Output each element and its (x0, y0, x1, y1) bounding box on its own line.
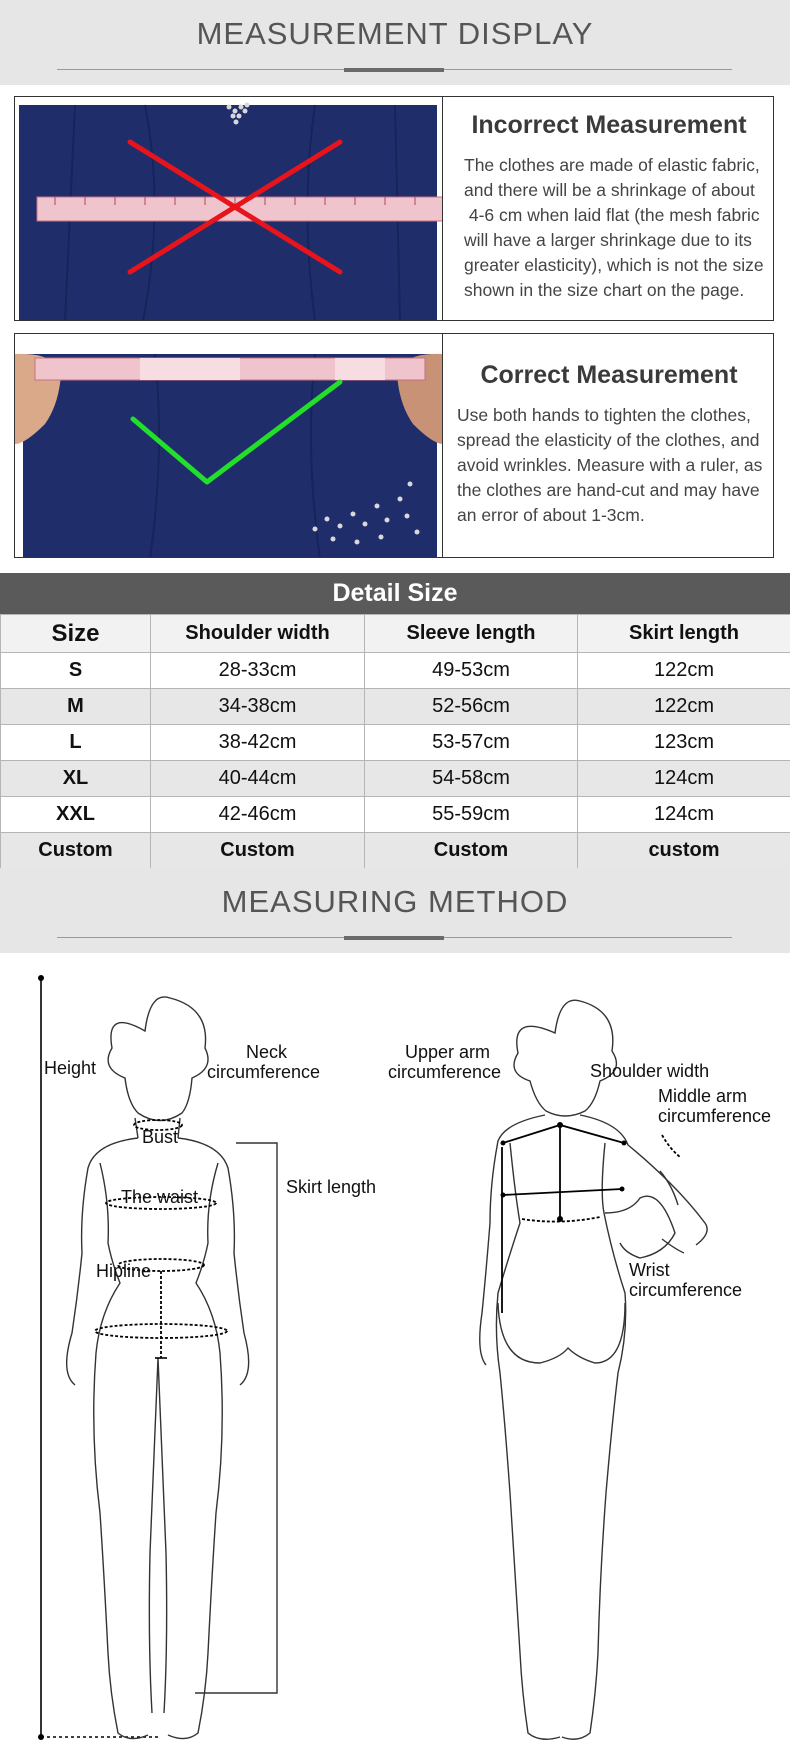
table-cell: 55-59cm (365, 797, 578, 833)
table-cell: 49-53cm (365, 653, 578, 689)
middle-arm-label-line2: circumference (658, 1106, 772, 1126)
table-cell: 34-38cm (151, 689, 365, 725)
incorrect-line: shown in the size chart on the page. (464, 280, 745, 300)
table-cell: 52-56cm (365, 689, 578, 725)
table-cell: 40-44cm (151, 761, 365, 797)
table-cell: 124cm (578, 797, 790, 833)
skirt-length-label: Skirt length (286, 1177, 377, 1197)
table-row (1, 725, 790, 761)
incorrect-line: greater elasticity), which is not the size (464, 255, 764, 275)
table-row (1, 797, 790, 833)
table-header-row (1, 615, 790, 653)
table-row (1, 689, 790, 725)
correct-line: avoid wrinkles. Measure with a ruler, as (457, 455, 763, 475)
banner-accent (344, 68, 444, 72)
incorrect-line: The clothes are made of elastic fabric, (464, 155, 760, 175)
table-cell: 123cm (578, 725, 790, 761)
height-ruler (41, 978, 160, 1737)
back-dashed-lines (522, 1135, 680, 1222)
incorrect-line: 4-6 cm when laid flat (the mesh fabric (464, 205, 760, 225)
table-row (1, 833, 790, 869)
table-row (1, 761, 790, 797)
correct-line: an error of about 1-3cm. (457, 505, 645, 525)
column-header: Shoulder width (151, 615, 365, 653)
incorrect-measurement-photo (15, 97, 443, 320)
incorrect-measurement-text (464, 153, 764, 303)
upper-arm-label-line2: circumference (388, 1062, 502, 1082)
correct-line: Use both hands to tighten the clothes, (457, 405, 751, 425)
measurement-display-banner (0, 0, 790, 85)
incorrect-measurement-panel (14, 96, 774, 321)
height-label: Height (44, 1058, 97, 1078)
correct-line: spread the elasticity of the clothes, and (457, 430, 760, 450)
table-cell: 53-57cm (365, 725, 578, 761)
column-header: Skirt length (578, 615, 790, 653)
table-cell: M (1, 689, 151, 725)
middle-arm-label-line1: Middle arm (658, 1086, 748, 1106)
table-cell: 54-58cm (365, 761, 578, 797)
table-cell: XL (1, 761, 151, 797)
measuring-method-title: MEASURING METHOD (221, 884, 569, 919)
column-header: Size (1, 615, 151, 653)
banner-accent (344, 936, 444, 940)
table-row (1, 653, 790, 689)
table-cell: L (1, 725, 151, 761)
shoulder-width-label: Shoulder width (590, 1061, 710, 1081)
table-cell: Custom (151, 833, 365, 869)
table-cell: 38-42cm (151, 725, 365, 761)
wrist-label-line2: circumference (629, 1280, 743, 1300)
table-cell: custom (578, 833, 790, 869)
column-header: Sleeve length (365, 615, 578, 653)
front-figure-outline (67, 997, 249, 1739)
table-cell: 124cm (578, 761, 790, 797)
table-cell: Custom (1, 833, 151, 869)
incorrect-line: and there will be a shrinkage of about (464, 180, 755, 200)
correct-measurement-panel (14, 333, 774, 558)
size-table (0, 614, 790, 869)
hipline-label: Hipline (96, 1261, 152, 1281)
correct-measurement-heading: Correct Measurement (480, 361, 738, 389)
upper-arm-label-line1: Upper arm (405, 1042, 491, 1062)
wrist-label-line1: Wrist (629, 1260, 670, 1280)
measuring-method-banner (0, 868, 790, 953)
table-cell: 122cm (578, 653, 790, 689)
waist-label: The waist (121, 1187, 199, 1207)
incorrect-line: will have a larger shrinkage due to its (464, 230, 752, 250)
correct-line: the clothes are hand-cut and may have (457, 480, 760, 500)
table-cell: 42-46cm (151, 797, 365, 833)
table-cell: Custom (365, 833, 578, 869)
size-chart (0, 573, 790, 869)
neck-label-line1: Neck (246, 1042, 288, 1062)
table-cell: XXL (1, 797, 151, 833)
correct-measurement-text (457, 403, 769, 528)
correct-measurement-photo (15, 334, 443, 557)
size-chart-title: Detail Size (0, 573, 790, 614)
table-cell: S (1, 653, 151, 689)
neck-label-line2: circumference (207, 1062, 321, 1082)
bust-label: Bust (142, 1127, 179, 1147)
table-cell: 28-33cm (151, 653, 365, 689)
measuring-diagram (0, 953, 790, 1752)
incorrect-measurement-heading: Incorrect Measurement (471, 111, 747, 139)
table-cell: 122cm (578, 689, 790, 725)
measurement-display-title: MEASUREMENT DISPLAY (196, 16, 594, 51)
